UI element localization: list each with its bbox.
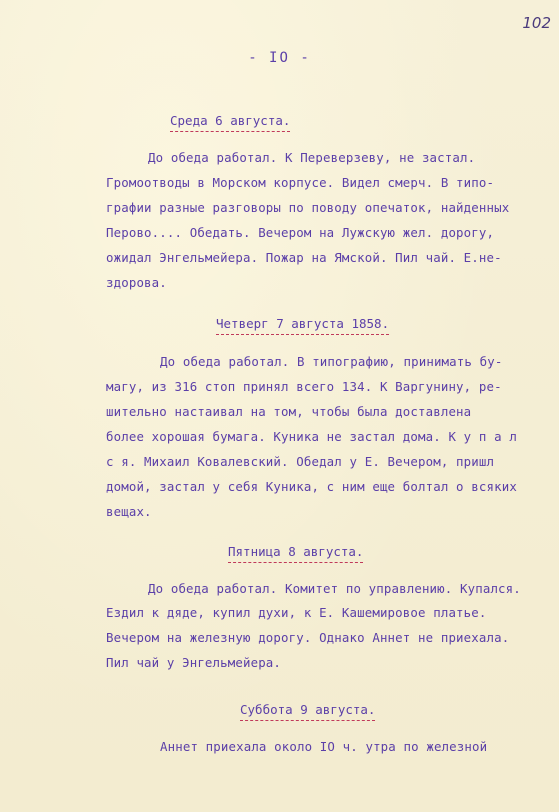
entry-line: домой, застал у себя Куника, с ним еще болтал о всяких [106, 479, 517, 494]
entry-line: Аннет приехала около IO ч. утра по железной [160, 739, 488, 754]
entry-line: графии разные разговоры по поводу опечаток, найденных [106, 200, 510, 215]
heading-underline [240, 720, 375, 721]
page-number: - IO - [248, 50, 311, 66]
heading-text: Четверг 7 августа 1858. [216, 316, 390, 331]
entry-line: шительно настаивал на том, чтобы была доставлена [106, 404, 472, 419]
entry-line: До обеда работал. В типографию, принимать бу- [160, 354, 503, 369]
entry-line: магу, из 316 стоп принял всего 134. К Варгунину, ре- [106, 379, 502, 394]
entry-heading-saturday [240, 702, 375, 721]
entry-heading-wednesday [170, 113, 290, 132]
entry-line: Ездил к дяде, купил духи, к Е. Кашемировое платье. [106, 605, 487, 620]
entry-line: Перово.... Обедать. Вечером на Лужскую жел. дорогу, [106, 225, 495, 240]
heading-text: Пятница 8 августа. [228, 544, 364, 559]
entry-line: Пил чай у Энгельмейера. [106, 655, 282, 670]
heading-underline [228, 562, 363, 563]
entry-line: здорова. [106, 275, 167, 290]
entry-line: До обеда работал. Комитет по управлению. Купался. [148, 581, 521, 596]
heading-text: Среда 6 августа. [170, 113, 291, 128]
entry-line: Вечером на железную дорогу. Однако Аннет не приехала. [106, 630, 510, 645]
folio-number: 102 [522, 14, 551, 32]
heading-text: Суббота 9 августа. [240, 702, 376, 717]
entry-line: более хорошая бумага. Куника не застал дома. К у п а л [106, 429, 517, 444]
entry-heading-friday [228, 544, 363, 563]
entry-line: ожидал Энгельмейера. Пожар на Ямской. Пил чай. Е.не- [106, 250, 502, 265]
entry-heading-thursday [216, 316, 389, 335]
heading-underline [170, 131, 290, 132]
entry-line: До обеда работал. К Переверзеву, не застал. [148, 150, 476, 165]
heading-underline [216, 334, 389, 335]
entry-line: Громоотводы в Морском корпусе. Видел смерч. В типо- [106, 175, 495, 190]
entry-line: с я. Михаил Ковалевский. Обедал у Е. Вечером, пришл [106, 454, 495, 469]
entry-line: вещах. [106, 504, 152, 519]
